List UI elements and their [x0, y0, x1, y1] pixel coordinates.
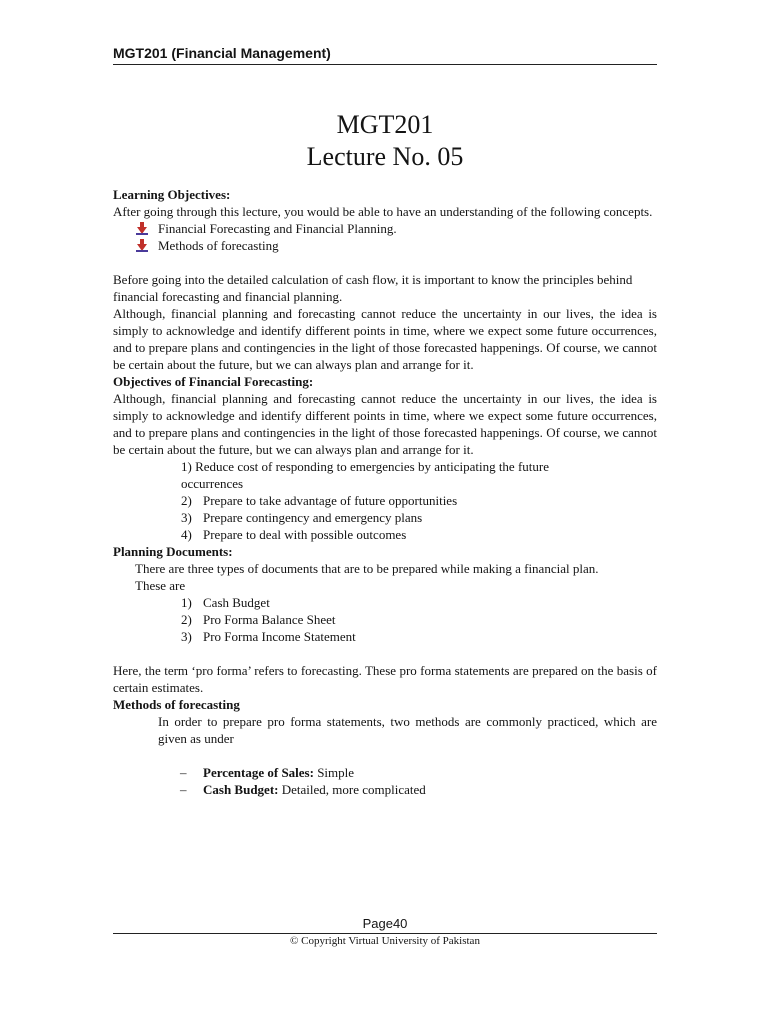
methods-heading: Methods of forecasting [113, 697, 240, 712]
planning-paragraph: There are three types of documents that are to be prepared while making a financial plan. These are [135, 561, 599, 593]
copyright-notice: © Copyright Virtual University of Pakistan [290, 935, 480, 947]
list-number: 3) [181, 510, 192, 525]
list-item [113, 594, 657, 611]
list-item-text: Pro Forma Income Statement [203, 629, 356, 644]
learning-objectives-heading: Learning Objectives: [113, 187, 231, 202]
arrow-bullet-icon [136, 239, 148, 252]
lecture-code: MGT201 [336, 110, 434, 139]
list-item [113, 509, 657, 526]
list-item [113, 458, 657, 492]
learning-objectives-intro: After going through this lecture, you would be able to have an understanding of the following concepts. [113, 204, 653, 219]
lecture-number: Lecture No. 05 [306, 142, 464, 171]
list-item-text: Reduce cost of responding to emergencies by anticipating the future occurrences [181, 459, 549, 491]
list-item-text: Prepare to take advantage of future opportunities [203, 493, 458, 508]
list-item [113, 237, 657, 254]
list-item [113, 628, 657, 645]
list-item-text: Prepare to deal with possible outcomes [203, 527, 407, 542]
list-number: 2) [181, 612, 192, 627]
document-body [113, 186, 657, 798]
dash-bullet: – [180, 765, 187, 780]
list-item-text: Prepare contingency and emergency plans [203, 510, 423, 525]
list-number: 2) [181, 493, 192, 508]
dash-bullet: – [180, 782, 187, 797]
method-label: Cash Budget: [203, 782, 279, 797]
method-label: Percentage of Sales: [203, 765, 314, 780]
list-item-text: Cash Budget [203, 595, 270, 610]
objectives-heading: Objectives of Financial Forecasting: [113, 374, 314, 389]
footer-rule [113, 933, 657, 934]
methods-paragraph: In order to prepare pro forma statements, two methods are commonly practiced, which are given as under [158, 714, 657, 746]
paragraph: Although, financial planning and forecasting cannot reduce the uncertainty in our lives, the idea is simply to acknowledge and identify different points in time, where we expect some future occurrences, and to prepare plans and contingencies in the light of those forecasted happenings. Of course, we cannot be certain about the future, but we can always plan and arrange for it. [113, 306, 657, 372]
course-header: MGT201 (Financial Management) [113, 45, 331, 61]
list-item [113, 764, 657, 781]
list-item-text: Financial Forecasting and Financial Planning. [158, 221, 397, 236]
list-number: 1) [181, 459, 192, 474]
method-description: Detailed, more complicated [281, 782, 426, 797]
method-description: Simple [317, 765, 355, 780]
list-item-text: Methods of forecasting [158, 238, 279, 253]
list-item-text: Pro Forma Balance Sheet [203, 612, 336, 627]
pro-forma-note: Here, the term ‘pro forma’ refers to forecasting. These pro forma statements are prepared on the basis of certain estimates. [113, 663, 657, 695]
paragraph: Before going into the detailed calculation of cash flow, it is important to know the principles behind financial forecasting and financial planning. [113, 272, 633, 304]
list-item [113, 611, 657, 628]
list-item [113, 220, 657, 237]
list-number: 4) [181, 527, 192, 542]
list-item [113, 781, 657, 798]
list-item [113, 526, 657, 543]
list-item [113, 492, 657, 509]
list-number: 3) [181, 629, 192, 644]
arrow-bullet-icon [136, 222, 148, 235]
page-number: Page40 [362, 916, 408, 931]
header-rule [113, 64, 657, 65]
planning-heading: Planning Documents: [113, 544, 233, 559]
objectives-paragraph: Although, financial planning and forecasting cannot reduce the uncertainty in our lives, the idea is simply to acknowledge and identify different points in time, where we expect some future occurrences, and to prepare plans and contingencies in the light of those forecasted happenings. Of course, we cannot be certain about the future, but we can always plan and arrange for it. [113, 391, 657, 457]
learning-objectives-list [113, 220, 657, 254]
list-number: 1) [181, 595, 192, 610]
